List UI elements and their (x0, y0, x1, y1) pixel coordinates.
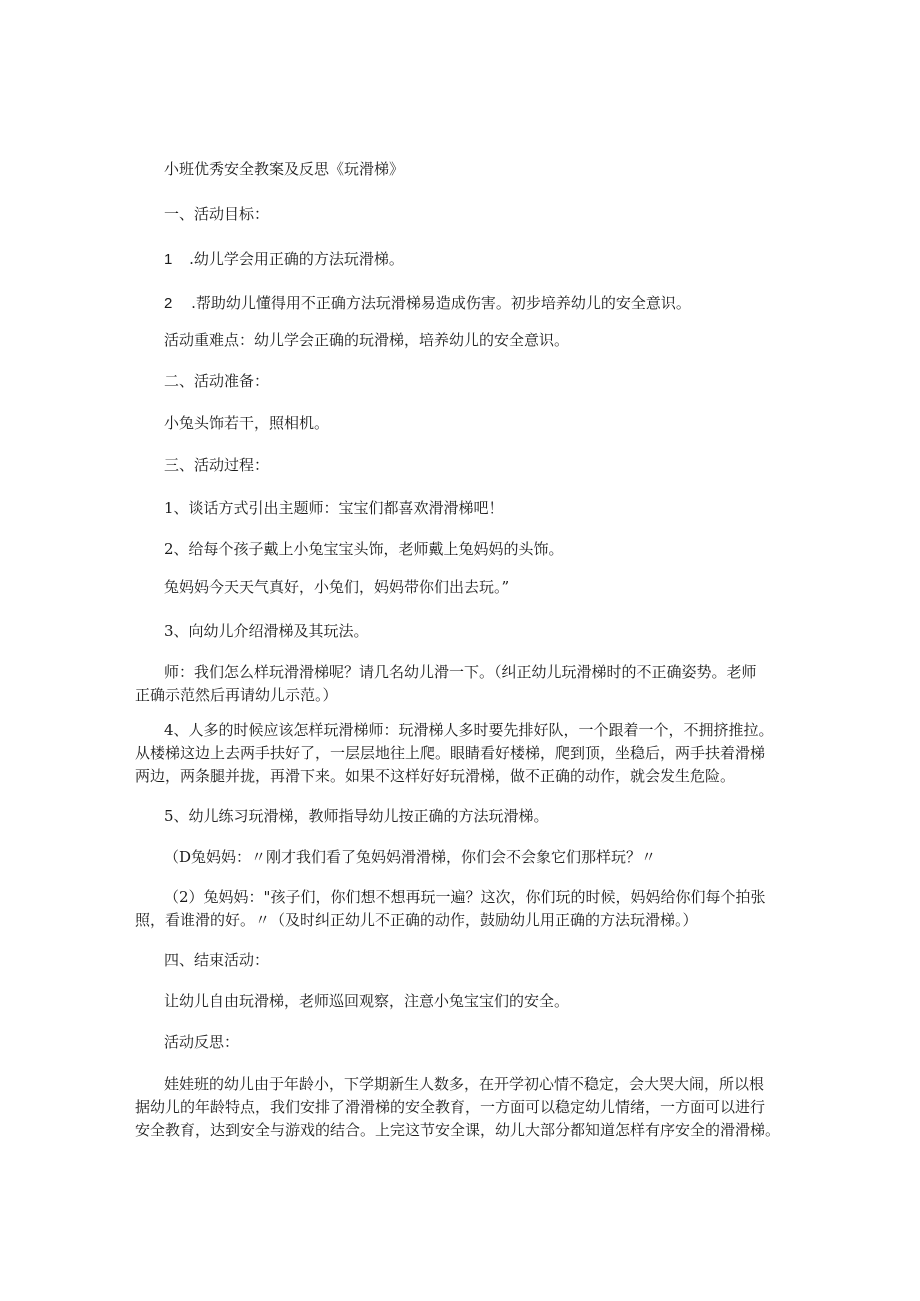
process-step-3: 3、向幼儿介绍滑梯及其玩法。 (164, 622, 369, 640)
goal-number: 2 (164, 295, 173, 312)
document-title: 小班优秀安全教案及反思《玩滑梯》 (164, 160, 405, 178)
process-step-4-line-3: 两边，两条腿并拢，再滑下来。如果不这样好好玩滑梯，做不正确的动作，就会发生危险。 (135, 767, 736, 785)
process-step-2-quote: 兔妈妈今天天气真好，小兔们，妈妈带你们出去玩。” (164, 578, 510, 596)
goal-text: .幼儿学会用正确的方法玩滑梯。 (189, 250, 404, 268)
teacher-line-1: 师：我们怎么样玩滑滑梯呢？请几名幼儿滑一下。（纠正幼儿玩滑梯时的不正确姿势。老师 (164, 663, 757, 681)
reflection-heading: 活动反思： (164, 1033, 240, 1051)
goal-item-1 (164, 248, 404, 271)
process-step-5: 5、幼儿练习玩滑梯，教师指导幼儿按正确的方法玩滑梯。 (164, 807, 549, 825)
process-step-1: 1、谈话方式引出主题师：宝宝们都喜欢滑滑梯吧！ (164, 499, 504, 517)
process-step-2: 2、给每个孩子戴上小兔宝宝头饰，老师戴上兔妈妈的头饰。 (164, 540, 564, 558)
process-step-4-line-2: 从楼梯这边上去两手扶好了，一层层地往上爬。眼睛看好楼梯，爬到顶，坐稳后，两手扶着滑梯 (135, 744, 766, 762)
ending-text: 让幼儿自由玩滑梯，老师巡回观察，注意小兔宝宝们的安全。 (164, 992, 570, 1010)
section-heading-ending: 四、结束活动： (164, 951, 270, 969)
key-points: 活动重难点：幼儿学会正确的玩滑梯，培养幼儿的安全意识。 (164, 331, 570, 349)
process-step-4-line-1: 4、人多的时候应该怎样玩滑梯师：玩滑梯人多时要先排好队，一个跟着一个，不拥挤推拉。 (164, 721, 774, 739)
reflection-line-1: 娃娃班的幼儿由于年龄小，下学期新生人数多，在开学初心情不稳定，会大哭大闹，所以根 (164, 1075, 765, 1093)
teacher-line-2: 正确示范然后再请幼儿示范。） (135, 686, 338, 704)
goal-item-2 (164, 292, 691, 315)
goal-text: .帮助幼儿懂得用不正确方法玩滑梯易造成伤害。初步培养幼儿的安全意识。 (191, 294, 691, 312)
sub-item-2-line-2: 照，看谁滑的好。〃（及时纠正幼儿不正确的动作，鼓励幼儿用正确的方法玩滑梯。） (135, 911, 698, 929)
section-heading-preparation: 二、活动准备： (164, 372, 270, 390)
goal-number: 1 (164, 251, 173, 268)
preparation-text: 小兔头饰若干，照相机。 (164, 414, 330, 432)
sub-item-1: （D兔妈妈：〃刚才我们看了兔妈妈滑滑梯，你们会不会象它们那样玩？〃 (164, 848, 657, 866)
section-heading-process: 三、活动过程： (164, 456, 270, 474)
sub-item-2-line-1: （2）兔妈妈："孩子们，你们想不想再玩一遍？这次，你们玩的时候，妈妈给你们每个拍张 (164, 888, 766, 906)
section-heading-goals: 一、活动目标： (164, 205, 270, 223)
reflection-line-3: 安全教育，达到安全与游戏的结合。上完这节安全课，幼儿大部分都知道怎样有序安全的滑滑梯。 (135, 1121, 781, 1139)
reflection-line-2: 据幼儿的年龄特点，我们安排了滑滑梯的安全教育，一方面可以稳定幼儿情绪，一方面可以进行 (135, 1098, 766, 1116)
